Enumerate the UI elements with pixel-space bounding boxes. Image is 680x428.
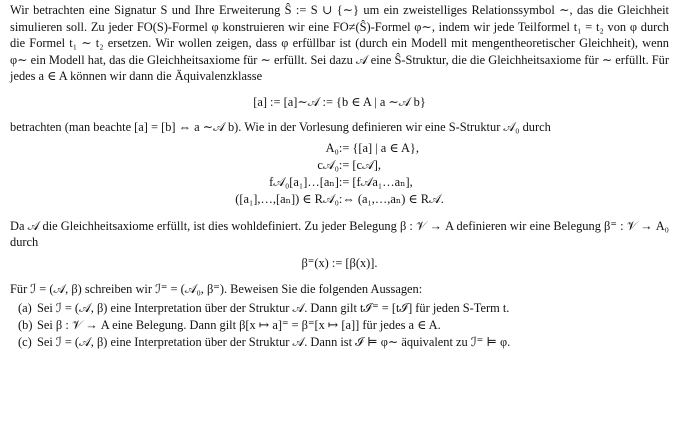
equivalence-class-definition: [a] := [a]∼𝒜 := {b ∈ A | a ∼𝒜 b} (253, 94, 426, 109)
claims-list (10, 300, 669, 352)
structure-definition-rhs: := [f𝒜a₁…aₙ], (338, 174, 413, 189)
structure-definition-lhs: A₀ (325, 140, 339, 155)
item-label: (c) (18, 334, 32, 349)
item-text: Sei ℐ = (𝒜, β) eine Interpretation über der Struktur 𝒜. Dann ist ℐ ⊨ φ∼ äquivalent zu ℐ⁼ ⊨ φ. (37, 334, 511, 349)
item-text: Sei ℐ = (𝒜, β) eine Interpretation über der Struktur 𝒜. Dann gilt tℐ⁼ = [tℐ] für jeden S-Term t. (37, 300, 510, 315)
structure-definition-row (235, 191, 444, 208)
structure-definition (235, 140, 444, 208)
item-label: (b) (18, 317, 33, 332)
structure-definition-rhs: := {[a] | a ∈ A}, (338, 140, 419, 155)
intro-paragraph: Wir betrachten eine Signatur S und Ihre Erweiterung Ŝ := S ∪ {∼} um ein zweistelliges Relationssymbol ∼, das die Gleichheit simulieren soll. Zu jeder FO(S)-Formel φ konstruieren wir eine FO≠(Ŝ)-Formel φ∼, indem wir jede Teilformel t₁ = t₂ von φ durch die Formel t₁ ∼ t₂ ersetzen. Wir wollen zeigen, dass φ erfüllbar ist (durch ein Modell mit mengentheoretischer Gleichheit), wenn φ∼ ein Modell hat, das die Gleichheitsaxiome für ∼ erfüllt. Sei dazu 𝒜 eine Ŝ-Struktur, die die Gleichheitsaxiome für ∼ erfüllt. Für jedes a ∈ A können wir dann die Äquivalenzklasse (10, 3, 669, 83)
structure-definition-rhs: :⇔ (a₁,…,aₙ) ∈ R𝒜. (338, 191, 444, 206)
item-label: (a) (18, 300, 32, 315)
well-definedness-paragraph: Da 𝒜 die Gleichheitsaxiome erfüllt, ist dies wohldefiniert. Zu jeder Belegung β : 𝒱 → A definieren wir eine Belegung β⁼ : 𝒱 → A₀ durch (10, 218, 669, 249)
assignment-definition: β⁼(x) := [β(x)]. (301, 255, 378, 270)
structure-definition-lhs: ([a₁],…,[aₙ]) ∈ R𝒜₀ (235, 191, 339, 206)
structure-intro-paragraph: betrachten (man beachte [a] = [b] ⇔ a ∼𝒜 b). Wie in der Vorlesung definieren wir eine S-Struktur 𝒜₀ durch (10, 120, 551, 134)
list-item (10, 300, 669, 317)
structure-definition-row (235, 157, 444, 174)
list-item (10, 317, 669, 334)
structure-definition-row (235, 140, 444, 157)
list-item (10, 334, 669, 351)
exercise-intro: Für ℐ = (𝒜, β) schreiben wir ℐ⁼ = (𝒜₀, β⁼). Beweisen Sie die folgenden Aussagen: (10, 282, 423, 296)
item-text: Sei β : 𝒱 → A eine Belegung. Dann gilt β[x ↦ a]⁼ = β⁼[x ↦ [a]] für jedes a ∈ A. (37, 317, 441, 332)
structure-definition-lhs: c𝒜₀ (317, 157, 339, 172)
structure-definition-lhs: f𝒜₀[a₁]…[aₙ] (269, 174, 339, 189)
structure-definition-rhs: := [c𝒜], (338, 157, 381, 172)
structure-definition-row (235, 174, 444, 191)
